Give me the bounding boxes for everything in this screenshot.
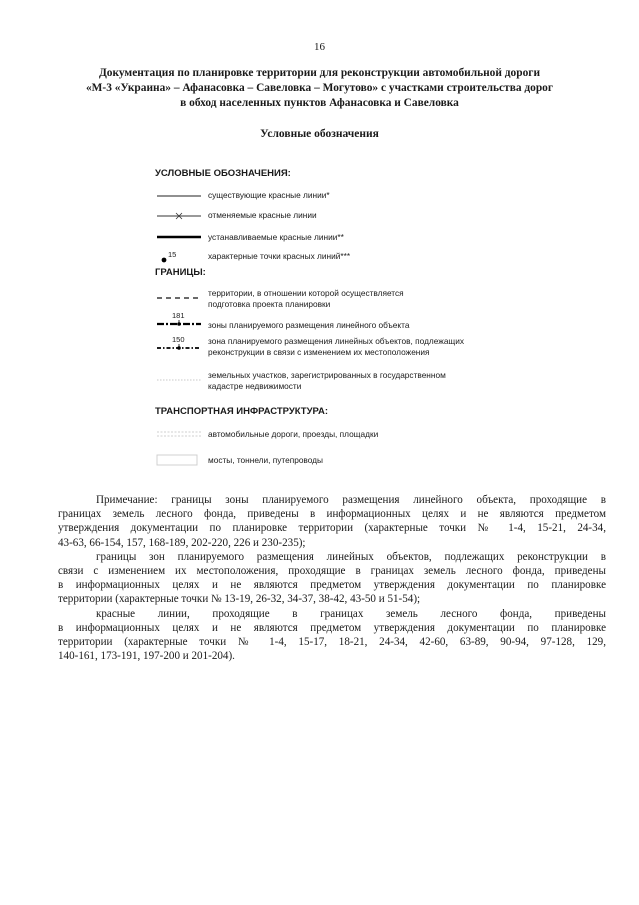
notes — [58, 493, 606, 663]
roads-symbol — [155, 429, 203, 439]
title-line: «М-3 «Украина» – Афанасовка – Савеловка – Могутово» с участками строительства дорог — [85, 82, 554, 94]
characteristic-point-symbol — [160, 256, 168, 264]
note-line: в информационных целях и не являются предметом утверждения документации по планировке — [58, 579, 606, 592]
cancelled-red-line-symbol — [155, 211, 203, 221]
note-line: 140-161, 173-191, 197-200 и 201-204). — [58, 650, 235, 663]
legend-item-line: территории, в отношении которой осуществляется — [208, 288, 404, 298]
legend-item-roads: автомобильные дороги, проезды, площадки — [208, 429, 379, 439]
note-line: связи с изменением их местоположения, проходящие в границах земель лесного фонда, приведены — [58, 565, 606, 578]
legend-item-cadastral-plots — [208, 370, 446, 392]
note-line: территории (характерные точки № 13-19, 26-32, 34-37, 38-42, 43-50 и 51-54); — [58, 593, 421, 606]
bridges-symbol — [155, 454, 203, 466]
linear-object-zone-symbol — [155, 319, 203, 329]
note-paragraph — [58, 607, 606, 664]
reconstruction-zone-symbol — [155, 343, 203, 353]
legend-item-cancelled-red-lines: отменяемые красные линии — [208, 210, 317, 220]
cadastral-plot-boundary-symbol — [155, 376, 203, 384]
note-paragraph — [58, 493, 606, 550]
legend-subtitle: Условные обозначения — [260, 128, 379, 140]
note-line: красные линии, проходящие в границах земель лесного фонда, приведены — [96, 607, 606, 620]
title-line: в обход населенных пунктов Афанасовка и Савеловка — [180, 97, 459, 109]
note-line: границы зон планируемого размещения линейных объектов, подлежащих реконструкции в — [96, 550, 606, 563]
legend-item-line: реконструкции в связи с изменением их местоположения — [208, 347, 430, 357]
legend-item-line: земельных участков, зарегистрированных в государственном — [208, 370, 446, 380]
document-title — [40, 66, 599, 111]
legend-item-characteristic-points: характерные точки красных линий*** — [208, 251, 351, 261]
legend-item-planning-territory — [208, 288, 404, 310]
boundary-sample-number: 181 — [172, 311, 185, 320]
legend-item-established-red-lines: устанавливаемые красные линии** — [208, 232, 344, 242]
point-sample-number: 15 — [168, 250, 177, 259]
legend-item-linear-object-zone: зоны планируемого размещения линейного объекта — [208, 320, 410, 330]
page-number: 16 — [314, 41, 325, 53]
legend-item-line: зона планируемого размещения линейных объектов, подлежащих — [208, 336, 465, 346]
note-line: в информационных целях и не являются предметом утверждения документации по планировке — [58, 621, 606, 634]
legend-item-line: кадастре недвижимости — [208, 381, 302, 391]
note-line: утверждения документации по планировке территории (характерные точки № 1-4, 15-21, 24-34, — [58, 522, 606, 535]
note-line: границах земель лесного фонда, приведены в информационных целях и не являются предметом — [58, 508, 606, 521]
note-line: Примечание: границы зоны планируемого размещения линейного объекта, проходящие в — [96, 494, 606, 506]
legend-item-reconstruction-zone — [208, 336, 464, 358]
legend-item-bridges: мосты, тоннели, путепроводы — [208, 455, 323, 465]
established-red-line-symbol — [155, 233, 203, 241]
note-paragraph — [58, 550, 606, 607]
legend-item-existing-red-lines: существующие красные линии* — [208, 190, 330, 200]
legend-heading: УСЛОВНЫЕ ОБОЗНАЧЕНИЯ: — [155, 168, 291, 179]
transport-heading: ТРАНСПОРТНАЯ ИНФРАСТРУКТУРА: — [155, 406, 329, 417]
planning-territory-boundary-symbol — [155, 294, 203, 302]
legend-item-line: подготовка проекта планировки — [208, 299, 331, 309]
note-line: территории (характерные точки № 1-4, 15-17, 18-21, 24-34, 42-60, 63-89, 90-94, 97-128, 129, — [58, 636, 606, 649]
existing-red-line-symbol — [155, 192, 203, 200]
note-line: 43-63, 66-154, 157, 168-189, 202-220, 226 и 230-235); — [58, 536, 306, 549]
boundary-sample-number: 150 — [172, 335, 185, 344]
title-line: Документация по планировке территории для реконструкции автомобильной дороги — [98, 67, 541, 79]
boundaries-heading: ГРАНИЦЫ: — [155, 267, 206, 278]
